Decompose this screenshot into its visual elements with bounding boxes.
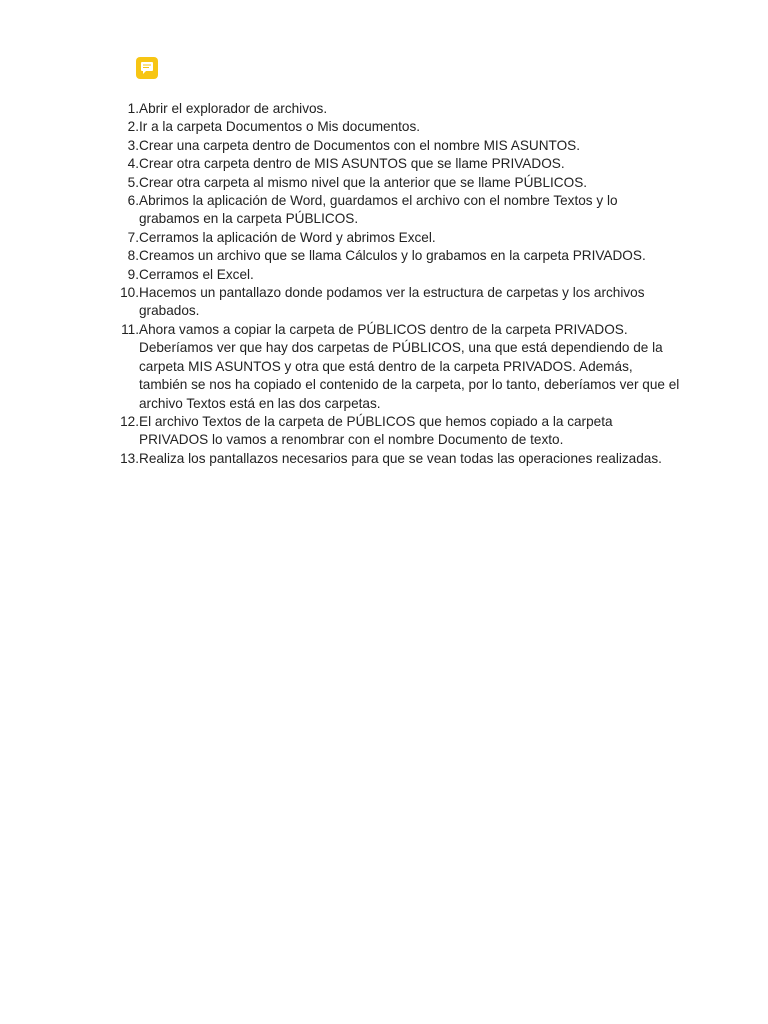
- list-item-number: [100, 100, 139, 118]
- list-item-text: Crear una carpeta dentro de Documentos con el nombre MIS ASUNTOS.: [139, 137, 581, 153]
- list-item-number-text: 3.: [127, 137, 139, 153]
- list-item-number: [100, 137, 139, 155]
- list-item-number-text: 8.: [127, 248, 139, 264]
- list-item: [100, 118, 680, 136]
- list-item-number-text: 10.: [120, 285, 139, 301]
- task-list: [100, 100, 680, 468]
- list-item-number: [100, 284, 139, 321]
- list-item-number: [100, 155, 139, 173]
- list-item-number-text: 12.: [120, 413, 139, 429]
- list-item-number-text: 13.: [120, 450, 139, 466]
- list-item-number: [100, 118, 139, 136]
- comment-icon[interactable]: [136, 57, 158, 79]
- list-item-number: [100, 174, 139, 192]
- list-item-number: [100, 321, 139, 413]
- list-item-number-text: 11.: [121, 321, 139, 337]
- list-item-text: Ir a la carpeta Documentos o Mis documentos.: [139, 119, 421, 135]
- list-item-number-text: 6.: [127, 193, 139, 209]
- list-item: [100, 229, 680, 247]
- list-item: [100, 100, 680, 118]
- list-item-number-text: 2.: [127, 119, 139, 135]
- list-item-text: Crear otra carpeta dentro de MIS ASUNTOS que se llame PRIVADOS.: [139, 156, 565, 172]
- list-item-text: Abrimos la aplicación de Word, guardamos el archivo con el nombre Textos y lo grabamos en la carpeta PÚBLICOS.: [139, 193, 618, 227]
- list-item-number: [100, 266, 139, 284]
- list-item-number-text: 1.: [127, 101, 139, 116]
- list-item: [100, 321, 680, 413]
- comment-bubble-glyph: [140, 61, 154, 75]
- list-item-number: [100, 192, 139, 229]
- list-item-text: Ahora vamos a copiar la carpeta de PÚBLICOS dentro de la carpeta PRIVADOS. Deberíamos ver que hay dos carpetas de PÚBLICOS, una que está dependiendo de la carpeta MIS ASUNTOS y otra que está dentro de la carpeta PRIVADOS. Además, también se nos ha copiado el contenido de la carpeta, por lo tanto, deberíamos ver que el archivo Textos está en las dos carpetas.: [139, 321, 680, 411]
- list-item: [100, 137, 680, 155]
- list-item: [100, 247, 680, 265]
- list-item-number: [100, 450, 139, 468]
- list-item: [100, 413, 680, 450]
- list-item-number-text: 4.: [127, 156, 139, 172]
- list-item-text: Creamos un archivo que se llama Cálculos y lo grabamos en la carpeta PRIVADOS.: [139, 248, 646, 264]
- list-item: [100, 266, 680, 284]
- list-item: [100, 155, 680, 173]
- list-item-number-text: 7.: [127, 229, 139, 245]
- list-item-text: Crear otra carpeta al mismo nivel que la anterior que se llame PÚBLICOS.: [139, 174, 588, 190]
- list-item-text: El archivo Textos de la carpeta de PÚBLICOS que hemos copiado a la carpeta PRIVADOS lo vamos a renombrar con el nombre Documento de texto.: [139, 413, 613, 448]
- list-item-number-text: 9.: [127, 266, 139, 282]
- list-item: [100, 284, 680, 321]
- list-item-text: Abrir el explorador de archivos.: [139, 101, 328, 116]
- list-item-number: [100, 247, 139, 265]
- list-item: [100, 192, 680, 229]
- list-item-text: Realiza los pantallazos necesarios para que se vean todas las operaciones realizadas.: [139, 450, 662, 466]
- list-item-text: Cerramos el Excel.: [139, 266, 254, 282]
- list-item-text: Hacemos un pantallazo donde podamos ver la estructura de carpetas y los archivos grabados.: [139, 285, 645, 319]
- list-item-text: Cerramos la aplicación de Word y abrimos Excel.: [139, 229, 436, 245]
- list-item: [100, 450, 680, 468]
- list-item-number-text: 5.: [127, 174, 139, 190]
- list-item-number: [100, 413, 139, 450]
- list-item-number: [100, 229, 139, 247]
- list-item: [100, 174, 680, 192]
